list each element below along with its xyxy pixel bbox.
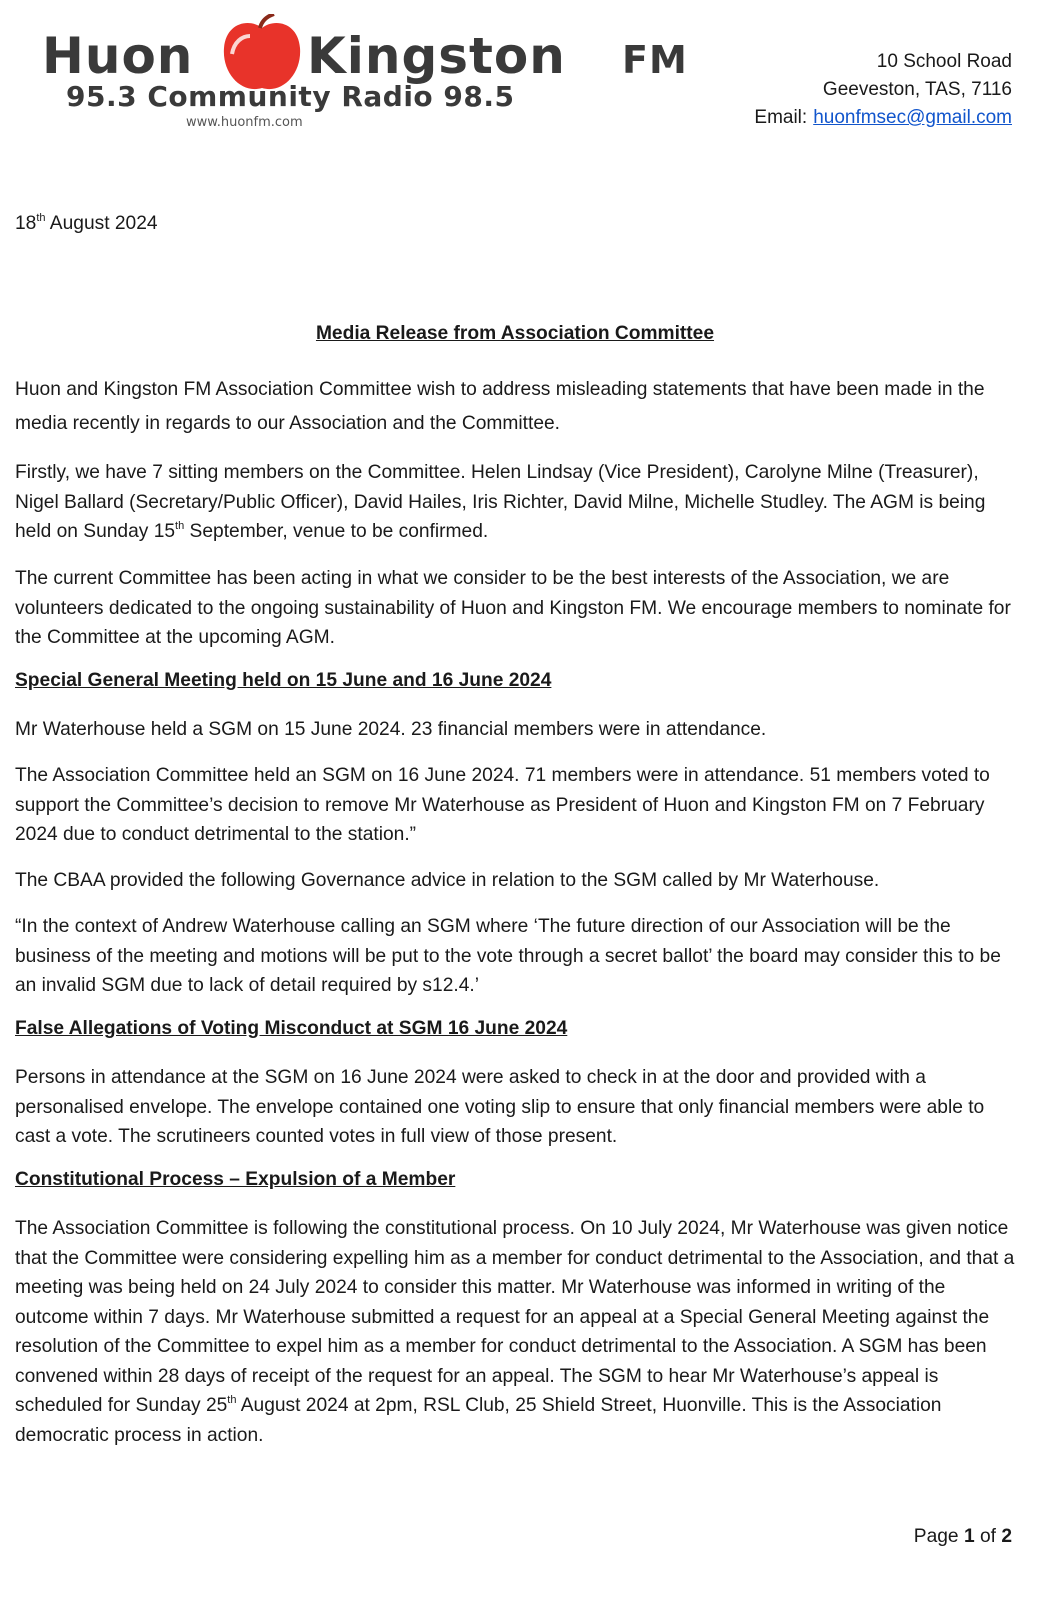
process-text: The Association Committee is following the constitutional process. On 10 July 2024, Mr Waterhouse was given notice that the Committee were considering expelling him as a member for conduct detrimental to the Association, and that a meeting was being held on 24 July 2024 to consider this matter. Mr Waterhouse was informed in writing of the outcome within 7 days. Mr Waterhouse submitted a request for an appeal at a Special General Meeting against the resolution of the Committee to expel him as a member for conduct detrimental to the Association. A SGM has been convened within 28 days of receipt of the request for an appeal. The SGM to hear Mr Waterhouse’s appeal is scheduled for Sunday 25: [15, 1218, 1015, 1416]
paragraph-persons: Persons in attendance at the SGM on 16 June 2024 were asked to check in at the door and provided with a personalised envelope. The envelope contained one voting slip to ensure that only financial members were able to cast a vote. The scrutineers counted votes in full view of those present.: [15, 1067, 985, 1147]
address-email-line: [754, 104, 1012, 132]
email-label: Email:: [754, 107, 808, 128]
address-city: Geeveston, TAS, 7116: [822, 79, 1012, 100]
date-rest: August 2024: [45, 213, 158, 234]
members-sup: th: [175, 519, 185, 532]
footer-page-word: Page: [913, 1526, 959, 1547]
logo-word-fm: FM: [622, 38, 688, 82]
heading-false-allegations: False Allegations of Voting Misconduct at SGM 16 June 2024: [15, 1018, 568, 1039]
paragraph-process: [15, 1214, 1015, 1450]
paragraph-cbaa: The CBAA provided the following Governance advice in relation to the SGM called by Mr Waterhouse.: [15, 870, 880, 891]
members-text-end: September, venue to be confirmed.: [184, 521, 489, 542]
release-date: [15, 213, 158, 235]
address-block: [754, 48, 1012, 132]
paragraph-current-committee: The current Committee has been acting in what we consider to be the best interests of the Association, we are volunteers dedicated to the ongoing sustainability of Huon and Kingston FM. We encourage members to nominate for the Committee at the upcoming AGM.: [15, 568, 1011, 648]
footer-total-pages: 2: [1001, 1526, 1012, 1547]
footer-of-word: of: [979, 1526, 996, 1547]
email-link[interactable]: huonfmsec@gmail.com: [813, 107, 1012, 128]
address-street: 10 School Road: [876, 51, 1012, 72]
logo-word-huon: Huon: [42, 27, 194, 85]
date-day: 18: [15, 213, 37, 234]
members-text: Firstly, we have 7 sitting members on the Committee. Helen Lindsay (Vice President), Carolyne Milne (Treasurer), Nigel Ballard (Secretary/Public Officer), David Hailes, Iris Richter, David Milne, Michelle Studley. The AGM is being held on Sunday 15: [15, 462, 986, 542]
logo-url: www.huonfm.com: [186, 115, 303, 130]
page-number: [914, 1526, 1012, 1548]
date-suffix: th: [36, 211, 46, 224]
paragraph-intro: Huon and Kingston FM Association Committee wish to address misleading statements that have been made in the media recently in regards to our Association and the Committee.: [15, 379, 985, 434]
logo-word-kingston: Kingston: [307, 27, 566, 85]
paragraph-sgm-16: The Association Committee held an SGM on 16 June 2024. 71 members were in attendance. 51 members voted to support the Committee’s decision to remove Mr Waterhouse as President of Huon and Kingston FM on 7 February 2024 due to conduct detrimental to the station.”: [15, 765, 990, 845]
paragraph-members: [15, 458, 1015, 547]
document-title: Media Release from Association Committee: [315, 323, 715, 344]
heading-constitutional-process: Constitutional Process – Expulsion of a Member: [15, 1169, 456, 1190]
heading-sgm: Special General Meeting held on 15 June and 16 June 2024: [15, 670, 552, 691]
process-sup: th: [227, 1393, 237, 1406]
station-logo: [42, 8, 688, 130]
paragraph-quote: “In the context of Andrew Waterhouse calling an SGM where ‘The future direction of our Association will be the business of the meeting and motions will be put to the vote through a secret ballot’ the board may consider this to be an invalid SGM due to lack of detail required by s12.4.’: [15, 916, 1001, 996]
process-text-end: August 2024 at 2pm, RSL Club, 25 Shield Street, Huonville. This is the Association democratic process in action.: [15, 1395, 942, 1446]
footer-current-page: 1: [963, 1526, 975, 1547]
paragraph-sgm-15: Mr Waterhouse held a SGM on 15 June 2024. 23 financial members were in attendance.: [15, 719, 767, 740]
logo-tagline: 95.3 Community Radio 98.5: [66, 80, 515, 113]
